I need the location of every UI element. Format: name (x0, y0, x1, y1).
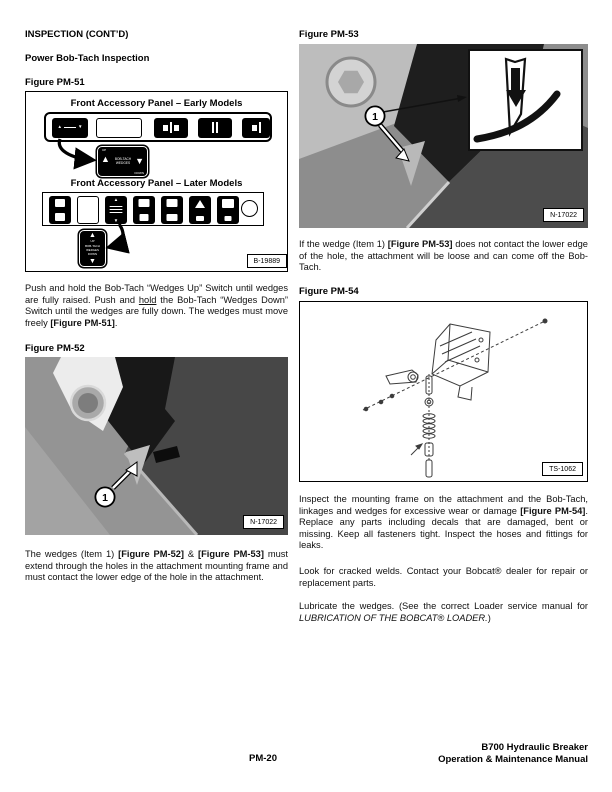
figure-pm53-label: Figure PM-53 (299, 29, 359, 40)
switch-icon (196, 216, 204, 221)
warning-triangle-icon (195, 200, 205, 208)
down-arrow-icon: ▼ (135, 156, 144, 166)
para-inspect-frame (299, 494, 588, 552)
early-accessory-panel (44, 112, 272, 142)
para-lubricate (299, 601, 588, 624)
figure-pm51-label: Figure PM-51 (25, 77, 85, 88)
text-run: must extend through the holes in the attachment mounting frame and must contact the lower edge of the hole in the attachment. (25, 549, 288, 583)
switch-label: BOB-TACH WEDGES (114, 157, 132, 165)
switch-icon (167, 199, 178, 207)
mounting-frame (432, 324, 490, 400)
switch-aux (154, 118, 188, 138)
down-arrow-icon: ▼ (113, 218, 119, 223)
figure-reference: [Figure PM-53] (387, 239, 453, 249)
text-run: Lubricate the wedges. (See the correct Loader service manual for (299, 601, 588, 611)
text-run: Push and hold the Bob-Tach “Wedges Up” Switch until wedges are fully raised. Push and (25, 283, 288, 305)
figure-pm54-label: Figure PM-54 (299, 286, 359, 297)
figure-pm54 (299, 301, 588, 482)
figure-reference: [Figure PM-53] (198, 549, 264, 559)
text-run: . Replace any parts including decals that are damaged, bent or missing. Keep all fasteners tight. Inspect the hoses and fittings for leaks. (299, 505, 588, 551)
switch-icon (225, 216, 232, 221)
figure-reference: [Figure PM-51] (50, 317, 115, 328)
switch-blank (96, 118, 142, 138)
later-panel-title: Front Accessory Panel – Later Models (70, 178, 243, 189)
switch-icon (55, 213, 65, 221)
switch-down-label: DOWN (87, 252, 98, 257)
switch-aux (198, 118, 232, 138)
para-wedges-switch (25, 283, 288, 329)
figure-pm53 (299, 44, 588, 228)
switch-aux (133, 196, 155, 224)
callout-number: 1 (372, 111, 378, 123)
early-panel-title: Front Accessory Panel – Early Models (70, 98, 243, 109)
figure-pm52-label: Figure PM-52 (25, 343, 85, 354)
switch-icon (167, 214, 178, 221)
switch-icon (198, 118, 232, 138)
lever (386, 370, 418, 384)
switch-up-label: UP (102, 148, 107, 152)
text-run: ) (487, 612, 491, 623)
switch-aux (217, 196, 239, 224)
down-arrow-icon: ▼ (89, 258, 96, 265)
section-heading: INSPECTION (CONT’D) (25, 29, 129, 40)
text-run: the Bob-Tach “Wedges Down” Switch until the wedges are fully down. The wedges must move freely (25, 294, 288, 328)
para-wedges-extend (25, 549, 288, 584)
switch-icon (222, 199, 234, 208)
subsection-heading: Power Bob-Tach Inspection (25, 53, 150, 64)
leader-arrow (110, 224, 123, 247)
text-run: does not contact the lower edge of the hole, the attachment will be loose and can come off the Bob-Tach. (299, 239, 588, 273)
switch-hazard (189, 196, 211, 224)
switch-bobtach-small (52, 118, 88, 138)
up-arrow-icon: ▲ (57, 124, 62, 130)
bobtach-wedges-switch-later (79, 230, 106, 267)
figure-reference: [Figure PM-52] (118, 549, 185, 559)
up-arrow-icon: ▲ (89, 232, 96, 239)
text-run: . (114, 317, 118, 328)
text-run-italic: LUBRICATION OF THE BOBCAT® LOADER. (299, 612, 488, 623)
up-arrow-icon: ▲ (101, 154, 110, 164)
text-run: & (184, 549, 199, 559)
photo-ref-label: N-17022 (543, 208, 584, 222)
page-number: PM-20 (249, 753, 277, 764)
para-wedge-contact (299, 239, 588, 274)
switch-label: BOB-TACH WEDGES (85, 244, 100, 252)
later-accessory-panel (42, 192, 264, 226)
switch-down-label: DOWN (134, 171, 144, 175)
knob-icon (241, 200, 258, 217)
figure-pm52 (25, 357, 288, 535)
manual-title-block (438, 742, 588, 765)
figure-pm51 (25, 91, 288, 272)
photo-bobtach-wedge (25, 357, 288, 535)
text-run: If the wedge (Item 1) (299, 239, 388, 249)
switch-bobtach-small (105, 196, 127, 224)
callout-number: 1 (102, 492, 108, 504)
manual-title-line2: Operation & Maintenance Manual (438, 753, 588, 765)
figure-reference: [Figure PM-54] (520, 505, 586, 516)
linkage-assembly (411, 374, 435, 477)
switch-icon (139, 199, 150, 207)
leader-arrow (59, 139, 92, 160)
wedge-inset-diagram (469, 50, 582, 150)
text-run: The wedges (Item 1) (25, 549, 119, 559)
switch-icon (140, 214, 149, 221)
bobtach-wedges-switch-early (97, 146, 148, 177)
para-cracked-welds: Look for cracked welds. Contact your Bobcat® dealer for repair or replacement parts. (299, 566, 588, 588)
switch-blank (77, 196, 99, 224)
switch-icon (242, 118, 270, 138)
up-arrow-icon: ▲ (113, 197, 119, 202)
photo-ref-label: N-17022 (243, 515, 284, 529)
text-run: Inspect the mounting frame on the attachment and the Bob-Tach, linkages and wedges for excessive wear or damage (299, 494, 588, 516)
down-arrow-icon: ▼ (78, 124, 83, 130)
switch-aux (242, 118, 270, 138)
switch-icon (52, 118, 88, 138)
switch-icon (154, 118, 188, 138)
text-run-underline: hold (138, 294, 157, 305)
switch-aux (49, 196, 71, 224)
switch-aux (161, 196, 183, 224)
switch-up-label: UP (90, 239, 95, 244)
photo-wedge-contact (299, 44, 588, 228)
photo-ref-label: TS-1062 (542, 462, 583, 476)
exploded-view-drawing (300, 302, 586, 480)
switch-icon (55, 199, 65, 207)
photo-ref-label: B-19889 (247, 254, 287, 268)
manual-title-line1: B700 Hydraulic Breaker (481, 742, 588, 753)
